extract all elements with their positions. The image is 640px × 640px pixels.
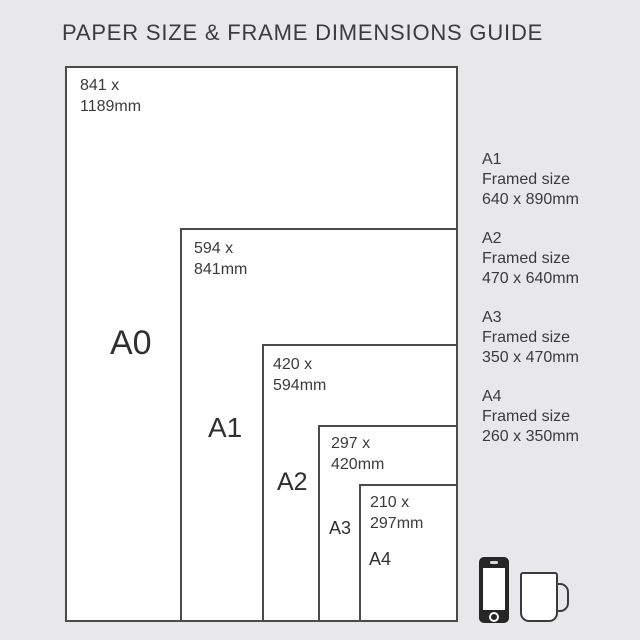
framed-size-legend	[482, 150, 579, 466]
mug-icon	[520, 572, 558, 622]
dimension-line: 420mm	[331, 456, 385, 473]
legend-dimensions: 260 x 350mm	[482, 428, 579, 445]
legend-entry-a2	[482, 229, 579, 289]
dimension-line: 841mm	[194, 261, 248, 278]
legend-entry-a3	[482, 308, 579, 368]
page-title: PAPER SIZE & FRAME DIMENSIONS GUIDE	[62, 20, 544, 45]
phone-screen	[483, 568, 505, 610]
dimension-line: 210 x	[370, 494, 410, 511]
dimension-line: 297mm	[370, 515, 424, 532]
legend-size-label: A2	[482, 230, 502, 247]
phone-speaker	[490, 561, 498, 564]
paper-a4-name-label: A4	[369, 549, 392, 569]
paper-box-a4	[359, 484, 458, 622]
legend-size-label: A3	[482, 309, 502, 326]
legend-size-label: A1	[482, 151, 502, 168]
paper-a0-name-label: A0	[110, 324, 152, 362]
dimension-line: 297 x	[331, 435, 371, 452]
legend-framed-label: Framed size	[482, 250, 571, 267]
dimension-line: 420 x	[273, 356, 313, 373]
legend-dimensions: 640 x 890mm	[482, 191, 579, 208]
paper-a3-dimensions	[331, 433, 384, 475]
smartphone-icon	[479, 557, 509, 623]
dimension-line: 594mm	[273, 377, 327, 394]
phone-home-button	[489, 612, 499, 622]
paper-a3-name-label: A3	[329, 518, 352, 538]
paper-a0-dimensions	[80, 75, 141, 117]
dimension-line: 1189mm	[80, 98, 142, 115]
legend-dimensions: 350 x 470mm	[482, 349, 579, 366]
legend-entry-a1	[482, 150, 579, 210]
legend-size-label: A4	[482, 388, 502, 405]
legend-framed-label: Framed size	[482, 408, 571, 425]
dimension-line: 841 x	[80, 77, 120, 94]
paper-a2-name-label: A2	[277, 468, 308, 496]
legend-framed-label: Framed size	[482, 171, 571, 188]
legend-dimensions: 470 x 640mm	[482, 270, 579, 287]
paper-a2-dimensions	[273, 354, 326, 396]
paper-a1-name-label: A1	[208, 412, 243, 443]
legend-framed-label: Framed size	[482, 329, 571, 346]
paper-a4-dimensions	[370, 492, 423, 534]
legend-entry-a4	[482, 387, 579, 447]
dimension-line: 594 x	[194, 240, 234, 257]
paper-a1-dimensions	[194, 238, 247, 280]
